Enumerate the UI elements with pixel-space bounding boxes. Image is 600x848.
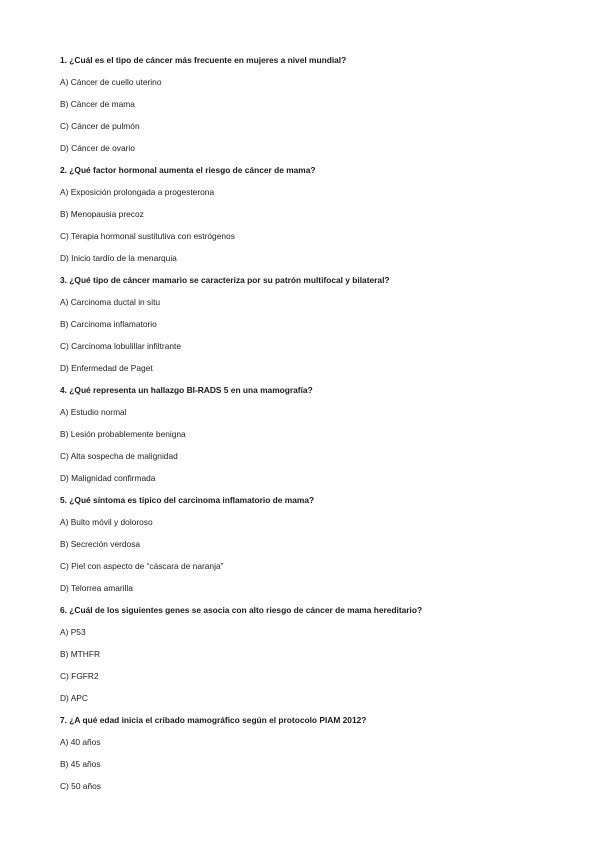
question-4 — [60, 382, 600, 492]
answer-option-c: C) Carcinoma lobulillar infiltrante — [60, 341, 182, 351]
question-7 — [60, 712, 600, 800]
answer-option-a: A) P53 — [60, 627, 86, 637]
answer-option-d: D) APC — [60, 693, 88, 703]
question-text: 4. ¿Qué representa un hallazgo BI-RADS 5 en una mamografía? — [60, 385, 313, 395]
question-5 — [60, 492, 600, 602]
answer-option-a: A) Carcinoma ductal in situ — [60, 297, 161, 307]
question-text: 6. ¿Cuál de los siguientes genes se asocia con alto riesgo de cáncer de mama hereditario? — [60, 605, 423, 615]
answer-option-c: C) FGFR2 — [60, 671, 99, 681]
question-text: 7. ¿A qué edad inicia el cribado mamográfico según el protocolo PIAM 2012? — [60, 715, 367, 725]
answer-option-b: B) Menopausia precoz — [60, 209, 144, 219]
question-text: 2. ¿Qué factor hormonal aumenta el riesgo de cáncer de mama? — [60, 165, 316, 175]
answer-option-b: B) MTHFR — [60, 649, 101, 659]
question-1 — [60, 52, 600, 162]
question-text: 5. ¿Qué síntoma es típico del carcinoma inflamatorio de mama? — [60, 495, 315, 505]
answer-option-a: A) Cáncer de cuello uterino — [60, 77, 162, 87]
answer-option-b: B) Carcinoma inflamatorio — [60, 319, 157, 329]
answer-option-c: C) Piel con aspecto de “cáscara de naranja” — [60, 561, 224, 571]
question-2 — [60, 162, 600, 272]
question-6 — [60, 602, 600, 712]
answer-option-b: B) Secreción verdosa — [60, 539, 141, 549]
question-text: 1. ¿Cuál es el tipo de cáncer más frecuente en mujeres a nivel mundial? — [60, 55, 347, 65]
answer-option-b: B) Cáncer de mama — [60, 99, 135, 109]
answer-option-a: A) 40 años — [60, 737, 101, 747]
question-text: 3. ¿Qué tipo de cáncer mamario se caracteriza por su patrón multifocal y bilateral? — [60, 275, 390, 285]
answer-option-c: C) Terapia hormonal sustitutiva con estrógenos — [60, 231, 235, 241]
answer-option-c: C) Cáncer de pulmón — [60, 121, 140, 131]
answer-option-c: C) Alta sospecha de malignidad — [60, 451, 178, 461]
answer-option-a: A) Estudio normal — [60, 407, 127, 417]
answer-option-b: B) 45 años — [60, 759, 101, 769]
answer-option-b: B) Lesión probablemente benigna — [60, 429, 186, 439]
answer-option-a: A) Exposición prolongada a progesterona — [60, 187, 215, 197]
question-3 — [60, 272, 600, 382]
answer-option-d: D) Inicio tardío de la menarquia — [60, 253, 177, 263]
answer-option-d: D) Enfermedad de Paget — [60, 363, 153, 373]
answer-option-d: D) Telorrea amarilla — [60, 583, 133, 593]
answer-option-a: A) Bulto móvil y doloroso — [60, 517, 153, 527]
answer-option-d: D) Malignidad confirmada — [60, 473, 156, 483]
answer-option-c: C) 50 años — [60, 781, 101, 791]
answer-option-d: D) Cáncer de ovario — [60, 143, 135, 153]
